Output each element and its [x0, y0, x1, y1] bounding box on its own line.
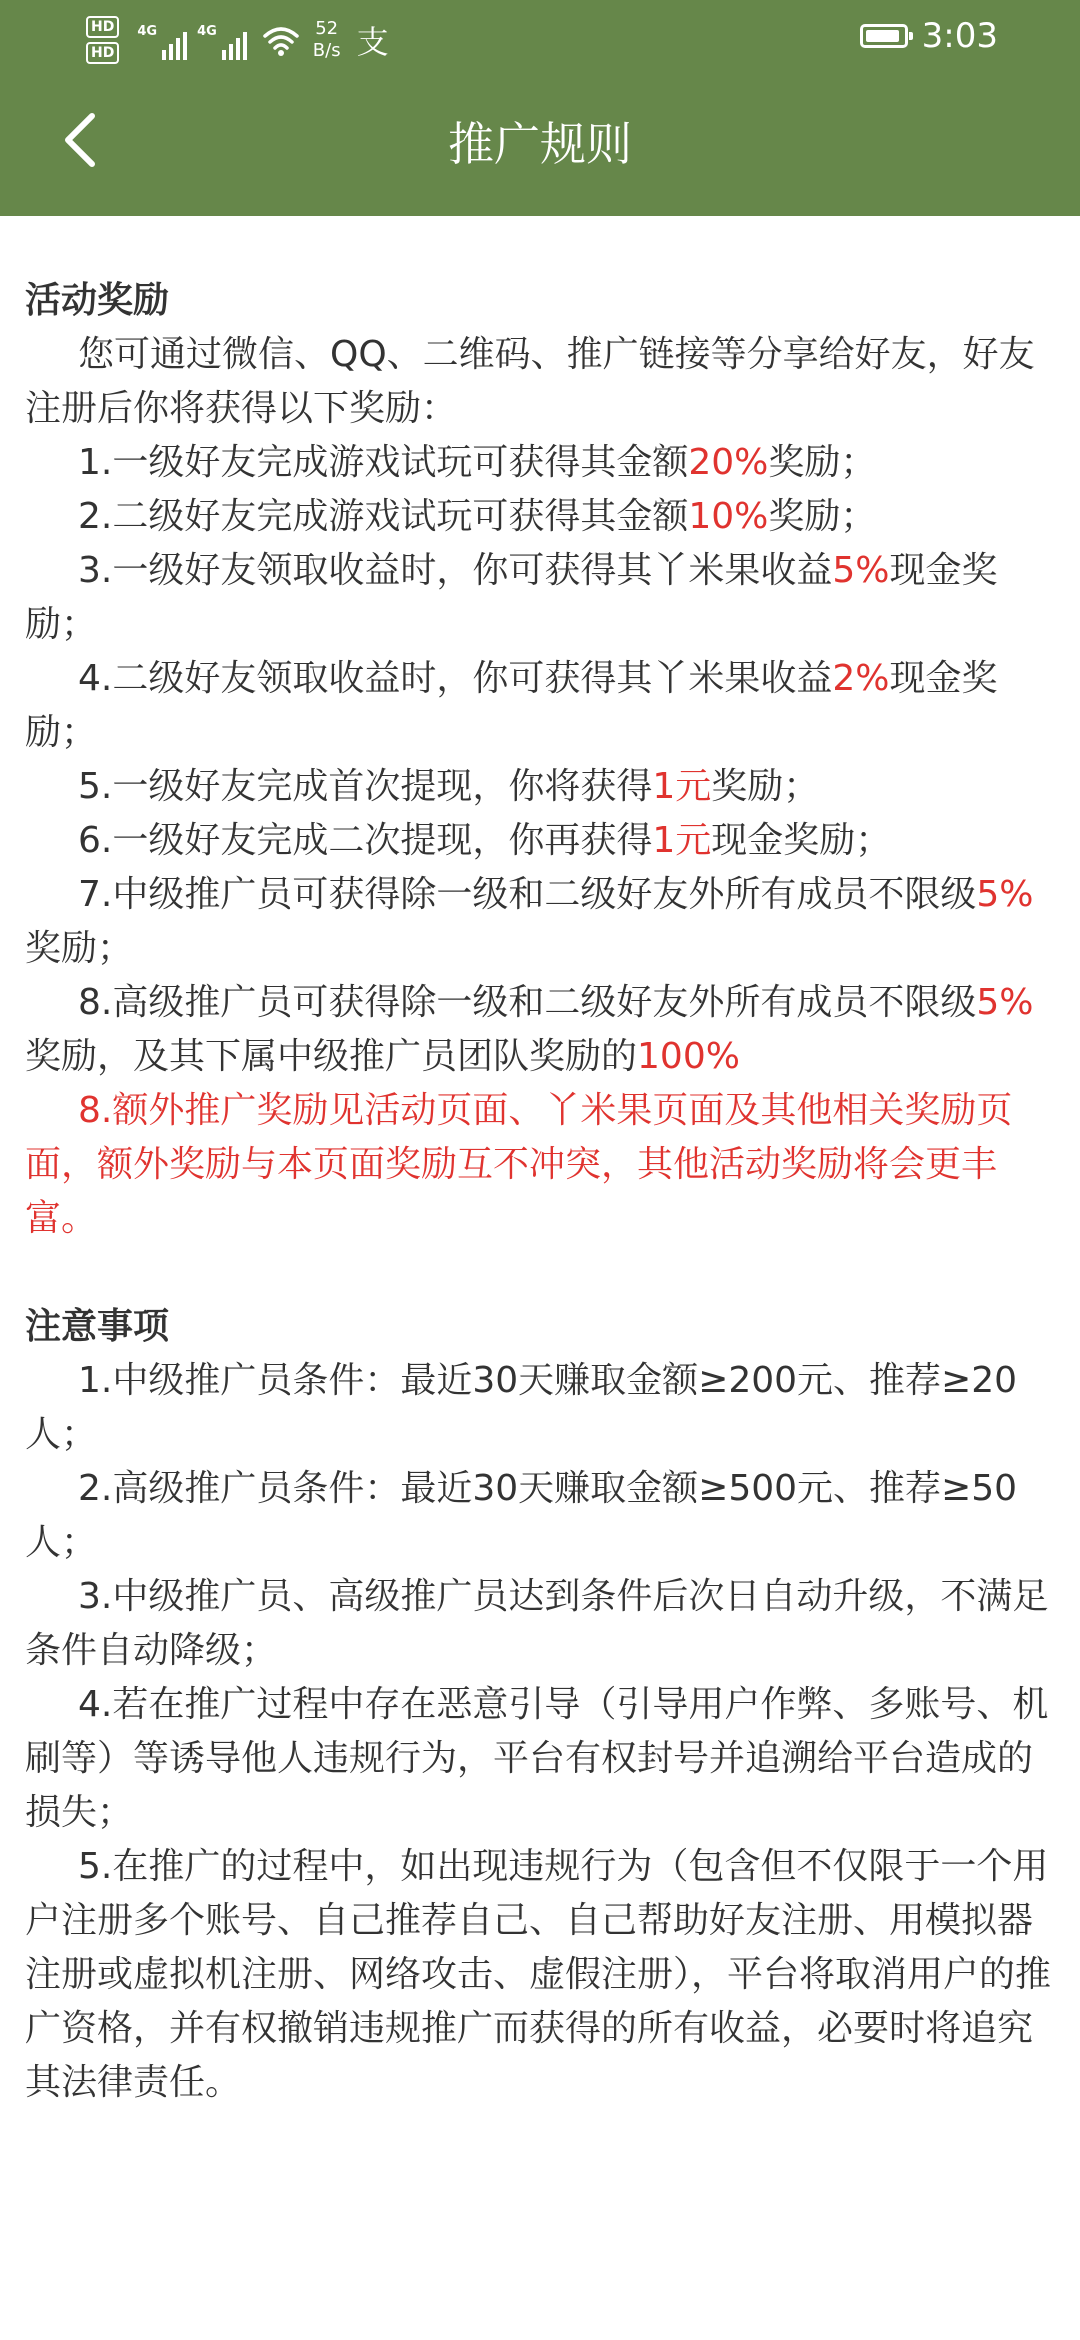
reward-highlight: 2% — [832, 658, 890, 699]
status-bar-left — [86, 10, 389, 70]
chevron-left-icon — [60, 110, 100, 170]
section-spacer — [25, 1246, 1060, 1300]
signal-bars-icon — [197, 20, 247, 60]
reward-highlight: 5% — [832, 550, 890, 591]
reward-highlight: 100% — [637, 1036, 740, 1077]
back-button[interactable] — [40, 100, 120, 180]
extra-reward-note: 8.额外推广奖励见活动页面、丫米果页面及其他相关奖励页面，额外奖励与本页面奖励互不冲突，其他活动奖励将会更丰富。 — [25, 1090, 1013, 1239]
note-item: 1.中级推广员条件：最近30天赚取金额≥200元、推荐≥20人； — [25, 1360, 1018, 1455]
network-type-label: 4G — [137, 24, 158, 39]
network-speed-unit: B/s — [312, 40, 341, 61]
reward-item: 7.中级推广员可获得除一级和二级好友外所有成员不限级5%奖励； — [25, 874, 1034, 969]
page-title: 推广规则 — [448, 117, 632, 171]
hd-icon: HD — [86, 42, 119, 64]
reward-item: 6.一级好友完成二次提现，你再获得1元现金奖励； — [78, 820, 892, 861]
reward-item: 5.一级好友完成首次提现，你将获得1元奖励； — [78, 766, 820, 807]
hd-icon: HD — [86, 16, 119, 38]
reward-item: 3.一级好友领取收益时，你可获得其丫米果收益5%现金奖励； — [25, 550, 998, 645]
status-bar — [0, 0, 1080, 72]
rewards-intro: 您可通过微信、QQ、二维码、推广链接等分享给好友，好友注册后你将获得以下奖励： — [25, 334, 1035, 429]
battery-icon — [860, 24, 908, 48]
hd-indicators — [86, 16, 119, 64]
reward-item: 1.一级好友完成游戏试玩可获得其金额20%奖励； — [78, 442, 877, 483]
wifi-icon — [261, 20, 301, 60]
notes-section-title: 注意事项 — [25, 1306, 170, 1347]
reward-highlight: 1元 — [652, 766, 712, 807]
alipay-icon: 支 — [356, 23, 389, 61]
signal-bars-icon — [137, 20, 187, 60]
reward-highlight: 1元 — [652, 820, 712, 861]
reward-highlight: 10% — [688, 496, 769, 537]
reward-item: 8.高级推广员可获得除一级和二级好友外所有成员不限级5%奖励，及其下属中级推广员团队奖励的100% — [25, 982, 1034, 1077]
reward-highlight: 5% — [976, 874, 1034, 915]
note-item: 2.高级推广员条件：最近30天赚取金额≥500元、推荐≥50人； — [25, 1468, 1018, 1563]
reward-highlight: 20% — [688, 442, 769, 483]
status-bar-right — [860, 16, 998, 56]
note-item: 5.在推广的过程中，如出现违规行为（包含但不仅限于一个用户注册多个账号、自己推荐自己、自己帮助好友注册、用模拟器注册或虚拟机注册、网络攻击、虚假注册），平台将取消用户的推广资格，并有权撤销违规推广而获得的所有收益，必要时将追究其法律责任。 — [25, 1846, 1052, 2103]
reward-item: 4.二级好友领取收益时，你可获得其丫米果收益2%现金奖励； — [25, 658, 998, 753]
clock: 3:03 — [921, 16, 998, 56]
rules-content — [25, 274, 1060, 2110]
network-speed — [313, 18, 341, 62]
network-speed-value: 52 — [315, 18, 339, 39]
note-item: 4.若在推广过程中存在恶意引导（引导用户作弊、多账号、机刷等）等诱导他人违规行为，平台有权封号并追溯给平台造成的损失； — [25, 1684, 1049, 1833]
reward-item: 2.二级好友完成游戏试玩可获得其金额10%奖励； — [78, 496, 877, 537]
nav-bar — [0, 72, 1080, 216]
note-item: 3.中级推广员、高级推广员达到条件后次日自动升级，不满足条件自动降级； — [25, 1576, 1049, 1671]
rewards-section-title: 活动奖励 — [25, 280, 170, 321]
reward-highlight: 5% — [976, 982, 1034, 1023]
network-type-label: 4G — [197, 24, 217, 39]
